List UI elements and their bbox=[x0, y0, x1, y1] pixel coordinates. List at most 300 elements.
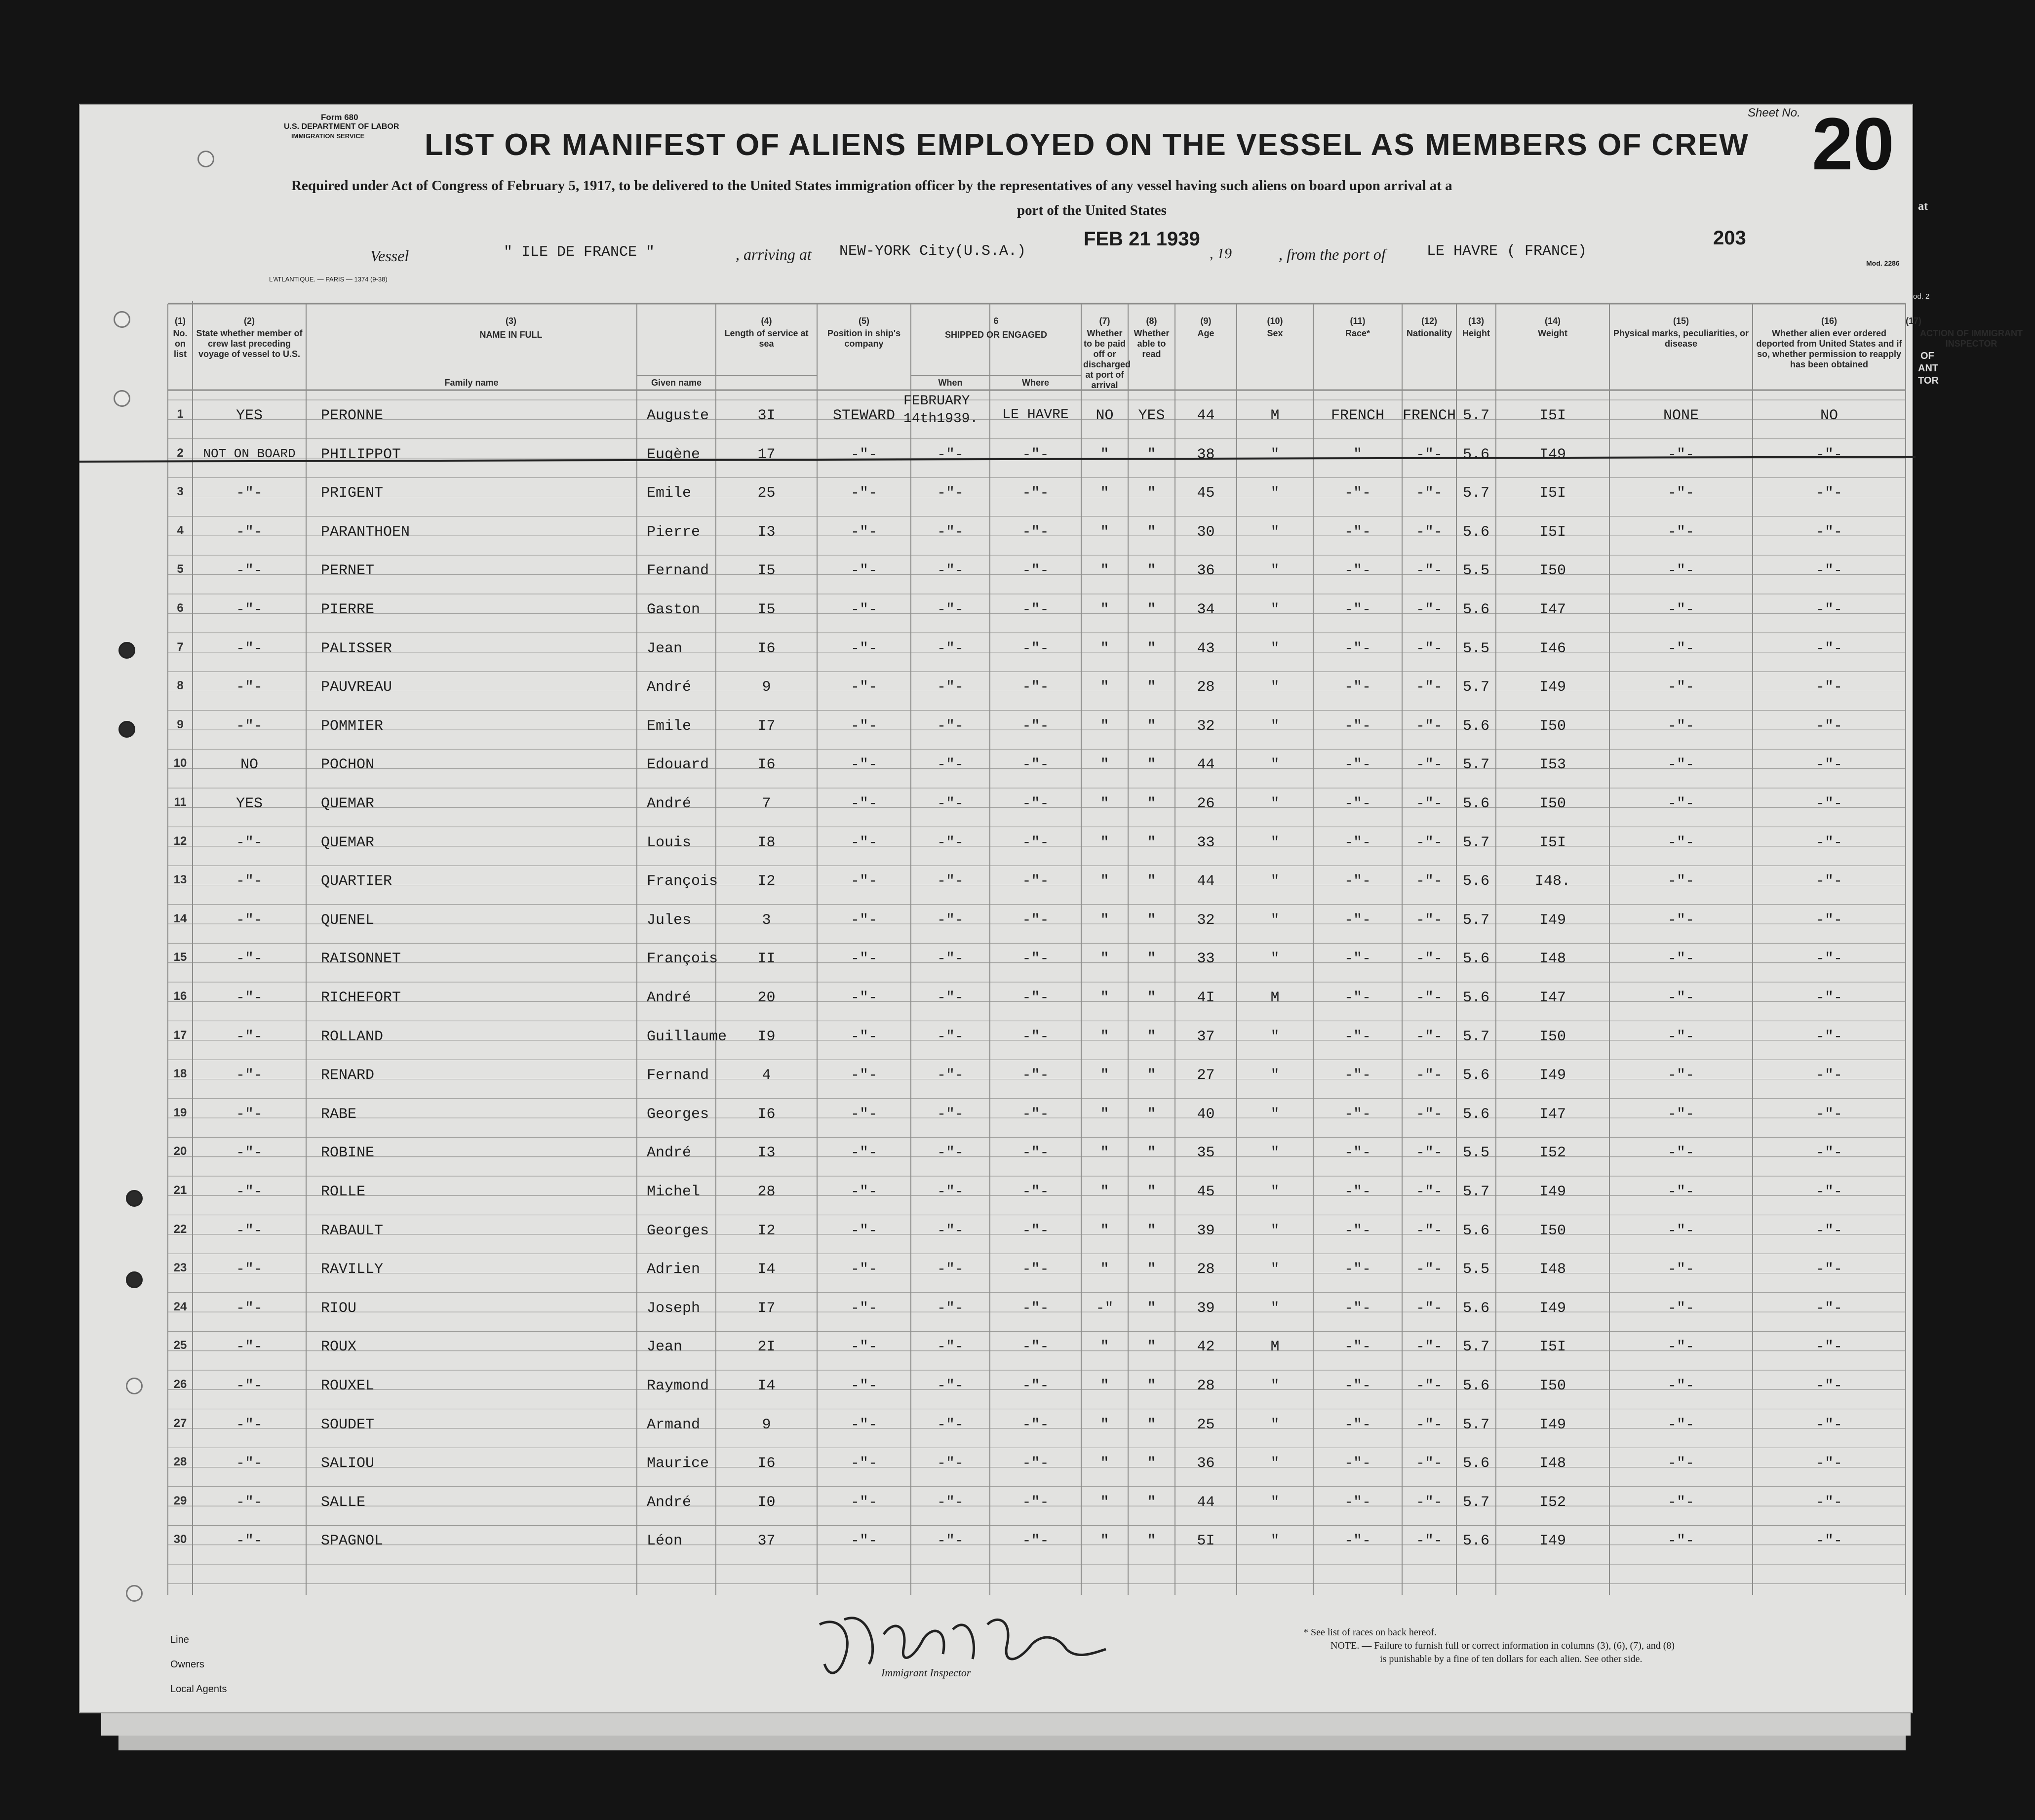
position-cell: -"- bbox=[850, 446, 878, 463]
sex-cell: " bbox=[1270, 1222, 1280, 1239]
nationality-cell: -"- bbox=[1415, 446, 1443, 463]
position-cell: -"- bbox=[850, 795, 878, 812]
given-name-cell: Fernand bbox=[647, 562, 709, 580]
previous-voyage-cell: -"- bbox=[235, 1416, 263, 1433]
sex-cell: " bbox=[1270, 834, 1280, 851]
row-number: 14 bbox=[173, 911, 187, 925]
race-cell: -"- bbox=[1344, 989, 1371, 1006]
position-cell: -"- bbox=[850, 911, 878, 929]
paid-off-cell: " bbox=[1100, 873, 1109, 890]
previous-voyage-cell: -"- bbox=[235, 1378, 263, 1394]
position-cell: -"- bbox=[850, 562, 878, 580]
sex-cell: " bbox=[1270, 1378, 1280, 1394]
family-name-cell: SOUDET bbox=[321, 1416, 375, 1433]
shipped-where-cell: -"- bbox=[1022, 1416, 1049, 1433]
paid-off-cell: " bbox=[1100, 1494, 1109, 1511]
height-cell: 5.6 bbox=[1462, 446, 1490, 463]
family-name-cell: RAVILLY bbox=[321, 1261, 384, 1278]
able-to-read-cell: " bbox=[1147, 1222, 1156, 1239]
weight-cell: I49 bbox=[1539, 1300, 1566, 1317]
col-deported-number: (16) bbox=[1821, 316, 1837, 326]
previous-voyage-cell: -"- bbox=[235, 911, 263, 929]
row-number: 21 bbox=[173, 1184, 187, 1197]
height-cell: 5.7 bbox=[1462, 1416, 1490, 1433]
shipped-where-cell: -"- bbox=[1022, 795, 1049, 812]
previous-voyage-cell: -"- bbox=[235, 1455, 263, 1472]
age-cell: 39 bbox=[1197, 1222, 1215, 1239]
physical-marks-cell: -"- bbox=[1667, 485, 1695, 502]
position-cell: -"- bbox=[850, 1533, 878, 1550]
sheet-label: Sheet No. bbox=[1748, 106, 1800, 119]
shipped-when-cell: -"- bbox=[937, 1261, 964, 1278]
previous-voyage-cell: -"- bbox=[235, 640, 263, 657]
deported-cell: -"- bbox=[1815, 717, 1843, 735]
col-shipped-subheader: Where bbox=[1021, 378, 1049, 388]
nationality-cell: -"- bbox=[1415, 989, 1443, 1006]
sex-cell: " bbox=[1270, 640, 1280, 657]
position-cell: -"- bbox=[850, 640, 878, 657]
sex-cell: " bbox=[1270, 717, 1280, 735]
height-cell: 5.6 bbox=[1462, 1222, 1490, 1239]
race-cell: -"- bbox=[1344, 873, 1371, 890]
nationality-cell: -"- bbox=[1415, 640, 1443, 657]
paid-off-cell: " bbox=[1100, 1184, 1109, 1200]
row-number: 13 bbox=[173, 873, 187, 887]
sex-cell: M bbox=[1270, 407, 1280, 424]
previous-voyage-cell: -"- bbox=[235, 1106, 263, 1123]
physical-marks-cell: -"- bbox=[1667, 1184, 1695, 1200]
weight-cell: I52 bbox=[1539, 1145, 1566, 1162]
row-number: 12 bbox=[173, 834, 187, 848]
weight-cell: I49 bbox=[1539, 1533, 1566, 1550]
given-name-cell: Maurice bbox=[647, 1455, 709, 1472]
col-name-header: NAME IN FULL bbox=[479, 330, 543, 340]
service-length-cell: 3I bbox=[757, 407, 776, 424]
nationality-cell: -"- bbox=[1415, 1300, 1443, 1317]
deported-cell: -"- bbox=[1815, 1378, 1843, 1394]
sex-cell: " bbox=[1270, 1184, 1280, 1200]
row-number: 19 bbox=[173, 1106, 187, 1119]
race-cell: -"- bbox=[1344, 485, 1371, 502]
col-height-number: (13) bbox=[1468, 316, 1484, 326]
shipped-where-cell: -"- bbox=[1022, 1222, 1049, 1239]
weight-cell: I50 bbox=[1539, 795, 1566, 812]
service-length-cell: I6 bbox=[757, 640, 776, 657]
shipped-when-cell: -"- bbox=[937, 1533, 964, 1550]
row-number: 24 bbox=[173, 1300, 187, 1313]
nationality-cell: -"- bbox=[1415, 1106, 1443, 1123]
physical-marks-cell: -"- bbox=[1667, 911, 1695, 929]
position-cell: -"- bbox=[850, 756, 878, 774]
col-no-header: No. on list bbox=[173, 328, 188, 359]
col-service-header: Length of service at sea bbox=[724, 328, 809, 349]
row-number: 1 bbox=[177, 407, 184, 421]
punch-hole bbox=[197, 151, 214, 167]
given-name-cell: Michel bbox=[647, 1184, 701, 1200]
able-to-read-cell: " bbox=[1147, 679, 1156, 696]
deported-cell: -"- bbox=[1815, 1261, 1843, 1278]
height-cell: 5.7 bbox=[1462, 1184, 1490, 1200]
shipped-where-cell: -"- bbox=[1022, 989, 1049, 1006]
previous-voyage-cell: -"- bbox=[235, 1300, 263, 1317]
weight-cell: I53 bbox=[1539, 756, 1566, 774]
position-cell: -"- bbox=[850, 1067, 878, 1084]
position-cell: -"- bbox=[850, 679, 878, 696]
paid-off-cell: " bbox=[1100, 640, 1109, 657]
race-cell: -"- bbox=[1344, 1261, 1371, 1278]
given-name-cell: Raymond bbox=[647, 1378, 709, 1394]
shipped-when-cell: -"- bbox=[937, 1455, 964, 1472]
mod-number: Mod. 2286 bbox=[1866, 259, 1900, 267]
nationality-cell: -"- bbox=[1415, 873, 1443, 890]
nationality-cell: -"- bbox=[1415, 1222, 1443, 1239]
position-cell: -"- bbox=[850, 1455, 878, 1472]
shipped-where-cell: -"- bbox=[1022, 873, 1049, 890]
race-cell: -"- bbox=[1344, 1106, 1371, 1123]
race-cell: -"- bbox=[1344, 1145, 1371, 1162]
position-cell: -"- bbox=[850, 1145, 878, 1162]
race-cell: -"- bbox=[1344, 1494, 1371, 1511]
deported-cell: -"- bbox=[1815, 485, 1843, 502]
height-cell: 5.6 bbox=[1462, 950, 1490, 968]
able-to-read-cell: " bbox=[1147, 1106, 1156, 1123]
service-length-cell: I0 bbox=[757, 1494, 776, 1511]
weight-cell: I48. bbox=[1534, 873, 1571, 890]
shipped-where-cell: -"- bbox=[1022, 1145, 1049, 1162]
nationality-cell: -"- bbox=[1415, 1145, 1443, 1162]
col-service-number: (4) bbox=[761, 316, 772, 326]
height-cell: 5.5 bbox=[1462, 640, 1490, 657]
race-cell: -"- bbox=[1344, 601, 1371, 618]
age-cell: 4I bbox=[1197, 989, 1215, 1006]
sex-cell: " bbox=[1270, 756, 1280, 774]
race-cell: -"- bbox=[1344, 756, 1371, 774]
service-length-cell: 9 bbox=[762, 1416, 771, 1433]
sex-cell: " bbox=[1270, 562, 1280, 580]
shipped-when-cell: -"- bbox=[937, 756, 964, 774]
race-cell: -"- bbox=[1344, 911, 1371, 929]
age-cell: 39 bbox=[1197, 1300, 1215, 1317]
inspector-label: Immigrant Inspector bbox=[881, 1666, 971, 1679]
race-cell: -"- bbox=[1344, 1378, 1371, 1394]
col-inspector-action-number: (17) bbox=[1906, 316, 1922, 326]
weight-cell: I50 bbox=[1539, 562, 1566, 580]
given-name-cell: Armand bbox=[647, 1416, 701, 1433]
given-name-cell: Léon bbox=[647, 1533, 683, 1550]
col-physical-marks-number: (15) bbox=[1673, 316, 1689, 326]
able-to-read-cell: " bbox=[1147, 989, 1156, 1006]
able-to-read-cell: " bbox=[1147, 1067, 1156, 1084]
department: U.S. DEPARTMENT OF LABOR bbox=[284, 122, 399, 131]
physical-marks-cell: -"- bbox=[1667, 679, 1695, 696]
previous-voyage-cell: -"- bbox=[235, 485, 263, 502]
position-cell: -"- bbox=[850, 1106, 878, 1123]
height-cell: 5.7 bbox=[1462, 1339, 1490, 1356]
given-name-cell: Joseph bbox=[647, 1300, 701, 1317]
deported-cell: -"- bbox=[1815, 1533, 1843, 1550]
shipped-where-cell: -"- bbox=[1022, 679, 1049, 696]
shipped-where-cell: -"- bbox=[1022, 717, 1049, 735]
weight-cell: I48 bbox=[1539, 950, 1566, 968]
nationality-cell: -"- bbox=[1415, 1455, 1443, 1472]
shipped-when-cell: -"- bbox=[937, 989, 964, 1006]
position-cell: -"- bbox=[850, 1222, 878, 1239]
shipped-when-cell: -"- bbox=[937, 1416, 964, 1433]
row-number: 28 bbox=[173, 1455, 187, 1469]
shipped-where-cell: -"- bbox=[1022, 1533, 1049, 1550]
race-cell: -"- bbox=[1344, 1416, 1371, 1433]
physical-marks-cell: -"- bbox=[1667, 1494, 1695, 1511]
shipped-when-cell: -"- bbox=[937, 1222, 964, 1239]
previous-voyage-cell: -"- bbox=[235, 1184, 263, 1200]
shipped-where-cell: -"- bbox=[1022, 1455, 1049, 1472]
shipped-when-cell: -"- bbox=[937, 446, 964, 463]
service-length-cell: 9 bbox=[762, 679, 771, 696]
nationality-cell: -"- bbox=[1415, 950, 1443, 968]
weight-cell: I48 bbox=[1539, 1261, 1566, 1278]
paid-off-cell: " bbox=[1100, 1416, 1109, 1433]
physical-marks-cell: -"- bbox=[1667, 989, 1695, 1006]
row-number: 7 bbox=[177, 640, 184, 654]
age-cell: 40 bbox=[1197, 1106, 1215, 1123]
nationality-cell: -"- bbox=[1415, 1416, 1443, 1433]
row-number: 9 bbox=[177, 717, 184, 731]
nationality-cell: -"- bbox=[1415, 523, 1443, 541]
physical-marks-cell: -"- bbox=[1667, 1145, 1695, 1162]
shipped-where-cell: -"- bbox=[1022, 1261, 1049, 1278]
able-to-read-cell: " bbox=[1147, 1145, 1156, 1162]
row-number: 23 bbox=[173, 1261, 187, 1275]
height-cell: 5.6 bbox=[1462, 989, 1490, 1006]
able-to-read-cell: " bbox=[1147, 1261, 1156, 1278]
shipped-when-cell: -"- bbox=[937, 1184, 964, 1200]
nationality-cell: -"- bbox=[1415, 1261, 1443, 1278]
able-to-read-cell: " bbox=[1147, 1339, 1156, 1356]
previous-voyage-cell: NO bbox=[240, 756, 259, 774]
physical-marks-cell: -"- bbox=[1667, 1378, 1695, 1394]
deported-cell: -"- bbox=[1815, 873, 1843, 890]
deported-cell: -"- bbox=[1815, 1222, 1843, 1239]
deported-cell: -"- bbox=[1815, 601, 1843, 618]
position-cell: -"- bbox=[850, 989, 878, 1006]
nationality-cell: -"- bbox=[1415, 1028, 1443, 1045]
paid-off-cell: " bbox=[1100, 601, 1109, 618]
able-to-read-cell: " bbox=[1147, 640, 1156, 657]
race-cell: -"- bbox=[1344, 1339, 1371, 1356]
row-number: 11 bbox=[174, 795, 187, 809]
shipped-where-cell: -"- bbox=[1022, 756, 1049, 774]
margin-text: at bbox=[1918, 200, 1928, 213]
given-name-cell: Emile bbox=[647, 717, 692, 735]
race-cell: -"- bbox=[1344, 834, 1371, 851]
previous-voyage-cell: -"- bbox=[235, 873, 263, 890]
height-cell: 5.5 bbox=[1462, 562, 1490, 580]
deported-cell: -"- bbox=[1815, 1106, 1843, 1123]
arrival-date-stamp: FEB 21 1939 bbox=[1084, 228, 1200, 250]
deported-cell: -"- bbox=[1815, 1028, 1843, 1045]
deported-cell: -"- bbox=[1815, 1067, 1843, 1084]
shipped-where-cell: -"- bbox=[1022, 523, 1049, 541]
physical-marks-cell: -"- bbox=[1667, 756, 1695, 774]
given-name-cell: Auguste bbox=[647, 407, 709, 424]
sex-cell: " bbox=[1270, 1106, 1280, 1123]
nationality-cell: -"- bbox=[1415, 485, 1443, 502]
deported-cell: -"- bbox=[1815, 562, 1843, 580]
shipped-when-cell: -"- bbox=[937, 640, 964, 657]
age-cell: 44 bbox=[1197, 407, 1215, 424]
deported-cell: -"- bbox=[1815, 911, 1843, 929]
col-physical-marks-header: Physical marks, peculiarities, or disease bbox=[1613, 328, 1749, 349]
given-name-cell: André bbox=[647, 1494, 692, 1511]
previous-voyage-cell: -"- bbox=[235, 1339, 263, 1356]
deported-cell: NO bbox=[1820, 407, 1839, 424]
given-name-cell: Louis bbox=[647, 834, 692, 851]
deported-cell: -"- bbox=[1815, 1416, 1843, 1433]
race-cell: -"- bbox=[1344, 795, 1371, 812]
physical-marks-cell: -"- bbox=[1667, 1106, 1695, 1123]
age-cell: 33 bbox=[1197, 950, 1215, 968]
weight-cell: I5I bbox=[1539, 407, 1566, 424]
col-inspector-action-header: ACTION OF IMMIGRANT INSPECTOR bbox=[1920, 328, 2023, 349]
shipped-where-cell: -"- bbox=[1022, 601, 1049, 618]
physical-marks-cell: -"- bbox=[1667, 873, 1695, 890]
shipped-where-cell: -"- bbox=[1022, 485, 1049, 502]
nationality-cell: -"- bbox=[1415, 601, 1443, 618]
physical-marks-cell: -"- bbox=[1667, 1067, 1695, 1084]
shipped-when-cell: -"- bbox=[937, 679, 964, 696]
given-name-cell: Guillaume bbox=[647, 1028, 727, 1045]
paid-off-cell: " bbox=[1100, 756, 1109, 774]
local-agents-label: Local Agents bbox=[170, 1684, 227, 1695]
service-length-cell: I8 bbox=[757, 834, 776, 851]
col-race-header: Race* bbox=[1345, 328, 1370, 338]
age-cell: 36 bbox=[1197, 562, 1215, 580]
position-cell: -"- bbox=[850, 1378, 878, 1394]
col-read-header: Whether able to read bbox=[1134, 328, 1170, 359]
able-to-read-cell: " bbox=[1147, 1028, 1156, 1045]
service-length-cell: 4 bbox=[762, 1067, 771, 1084]
family-name-cell: POMMIER bbox=[321, 717, 384, 735]
race-cell: -"- bbox=[1344, 1300, 1371, 1317]
service-length-cell: I3 bbox=[757, 1145, 776, 1162]
able-to-read-cell: " bbox=[1147, 601, 1156, 618]
weight-cell: I50 bbox=[1539, 1222, 1566, 1239]
service-length-cell: II bbox=[757, 950, 776, 968]
paid-off-cell: " bbox=[1100, 1067, 1109, 1084]
underlying-sheet-edge bbox=[101, 1713, 1911, 1736]
height-cell: 5.7 bbox=[1462, 756, 1490, 774]
race-cell: -"- bbox=[1344, 679, 1371, 696]
deported-cell: -"- bbox=[1815, 1339, 1843, 1356]
form-number: Form 680 bbox=[321, 113, 358, 122]
position-cell: -"- bbox=[850, 717, 878, 735]
race-cell: -"- bbox=[1344, 1067, 1371, 1084]
given-name-cell: Edouard bbox=[647, 756, 709, 774]
paid-off-cell: " bbox=[1100, 1339, 1109, 1356]
age-cell: 28 bbox=[1197, 679, 1215, 696]
shipped-when-cell: -"- bbox=[937, 485, 964, 502]
weight-cell: I49 bbox=[1539, 1184, 1566, 1200]
able-to-read-cell: " bbox=[1147, 446, 1156, 463]
nationality-cell: -"- bbox=[1415, 679, 1443, 696]
deported-cell: -"- bbox=[1815, 679, 1843, 696]
col-deported-header: Whether alien ever ordered deported from United States and if so, whether permission to reapply has been obtained bbox=[1756, 328, 1902, 369]
col-shipped-number: 6 bbox=[993, 316, 999, 326]
shipped-where-cell: -"- bbox=[1022, 1067, 1049, 1084]
paid-off-cell: " bbox=[1100, 1378, 1109, 1394]
row-number: 3 bbox=[177, 485, 184, 499]
position-cell: -"- bbox=[850, 1300, 878, 1317]
age-cell: 43 bbox=[1197, 640, 1215, 657]
given-name-cell: André bbox=[647, 795, 692, 812]
height-cell: 5.7 bbox=[1462, 834, 1490, 851]
service-length-cell: I7 bbox=[757, 1300, 776, 1317]
year-label: , 19 bbox=[1210, 245, 1232, 262]
physical-marks-cell: -"- bbox=[1667, 1222, 1695, 1239]
given-name-cell: André bbox=[647, 679, 692, 696]
race-cell: -"- bbox=[1344, 562, 1371, 580]
row-number: 16 bbox=[173, 989, 187, 1003]
able-to-read-cell: " bbox=[1147, 950, 1156, 968]
paid-off-cell: " bbox=[1100, 1222, 1109, 1239]
height-cell: 5.6 bbox=[1462, 1106, 1490, 1123]
previous-voyage-cell: -"- bbox=[235, 679, 263, 696]
given-name-cell: Eugène bbox=[647, 446, 701, 463]
age-cell: 37 bbox=[1197, 1028, 1215, 1045]
service-length-cell: I5 bbox=[757, 562, 776, 580]
col-no-number: (1) bbox=[175, 316, 186, 326]
paid-off-cell: " bbox=[1100, 1145, 1109, 1162]
sex-cell: " bbox=[1270, 1067, 1280, 1084]
col-paid-off-number: (7) bbox=[1099, 316, 1110, 326]
family-name-cell: RENARD bbox=[321, 1067, 375, 1084]
weight-cell: I49 bbox=[1539, 911, 1566, 929]
col-shipped-subheader: When bbox=[938, 378, 963, 388]
shipped-when-cell: -"- bbox=[937, 1028, 964, 1045]
sheet-number: 20 bbox=[1812, 102, 1894, 185]
previous-voyage-cell: -"- bbox=[235, 601, 263, 618]
row-number: 26 bbox=[173, 1378, 187, 1391]
row-number: 6 bbox=[177, 601, 184, 615]
age-cell: 42 bbox=[1197, 1339, 1215, 1356]
paid-off-cell: " bbox=[1100, 1028, 1109, 1045]
shipped-when-cell: -"- bbox=[937, 834, 964, 851]
age-cell: 35 bbox=[1197, 1145, 1215, 1162]
age-cell: 32 bbox=[1197, 717, 1215, 735]
sex-cell: " bbox=[1270, 446, 1280, 463]
col-position-number: (5) bbox=[859, 316, 869, 326]
family-name-cell: SPAGNOL bbox=[321, 1533, 384, 1550]
col-sex-header: Sex bbox=[1267, 328, 1283, 338]
deported-cell: -"- bbox=[1815, 640, 1843, 657]
given-name-cell: André bbox=[647, 989, 692, 1006]
position-cell: -"- bbox=[850, 485, 878, 502]
previous-voyage-cell: YES bbox=[235, 795, 263, 812]
service-length-cell: 20 bbox=[757, 989, 776, 1006]
given-name-cell: Jules bbox=[647, 911, 692, 929]
weight-cell: I49 bbox=[1539, 446, 1566, 463]
col-shipped-header: SHIPPED OR ENGAGED bbox=[944, 330, 1048, 340]
margin-text: OF bbox=[1920, 351, 1934, 361]
sex-cell: " bbox=[1270, 485, 1280, 502]
position-cell: -"- bbox=[850, 523, 878, 541]
sex-cell: " bbox=[1270, 1028, 1280, 1045]
paid-off-cell: " bbox=[1100, 834, 1109, 851]
shipped-when-cell: -"- bbox=[937, 601, 964, 618]
note-line-2: is punishable by a fine of ten dollars for each alien. See other side. bbox=[1380, 1654, 1643, 1664]
deported-cell: -"- bbox=[1815, 950, 1843, 968]
row-number: 15 bbox=[173, 950, 187, 964]
